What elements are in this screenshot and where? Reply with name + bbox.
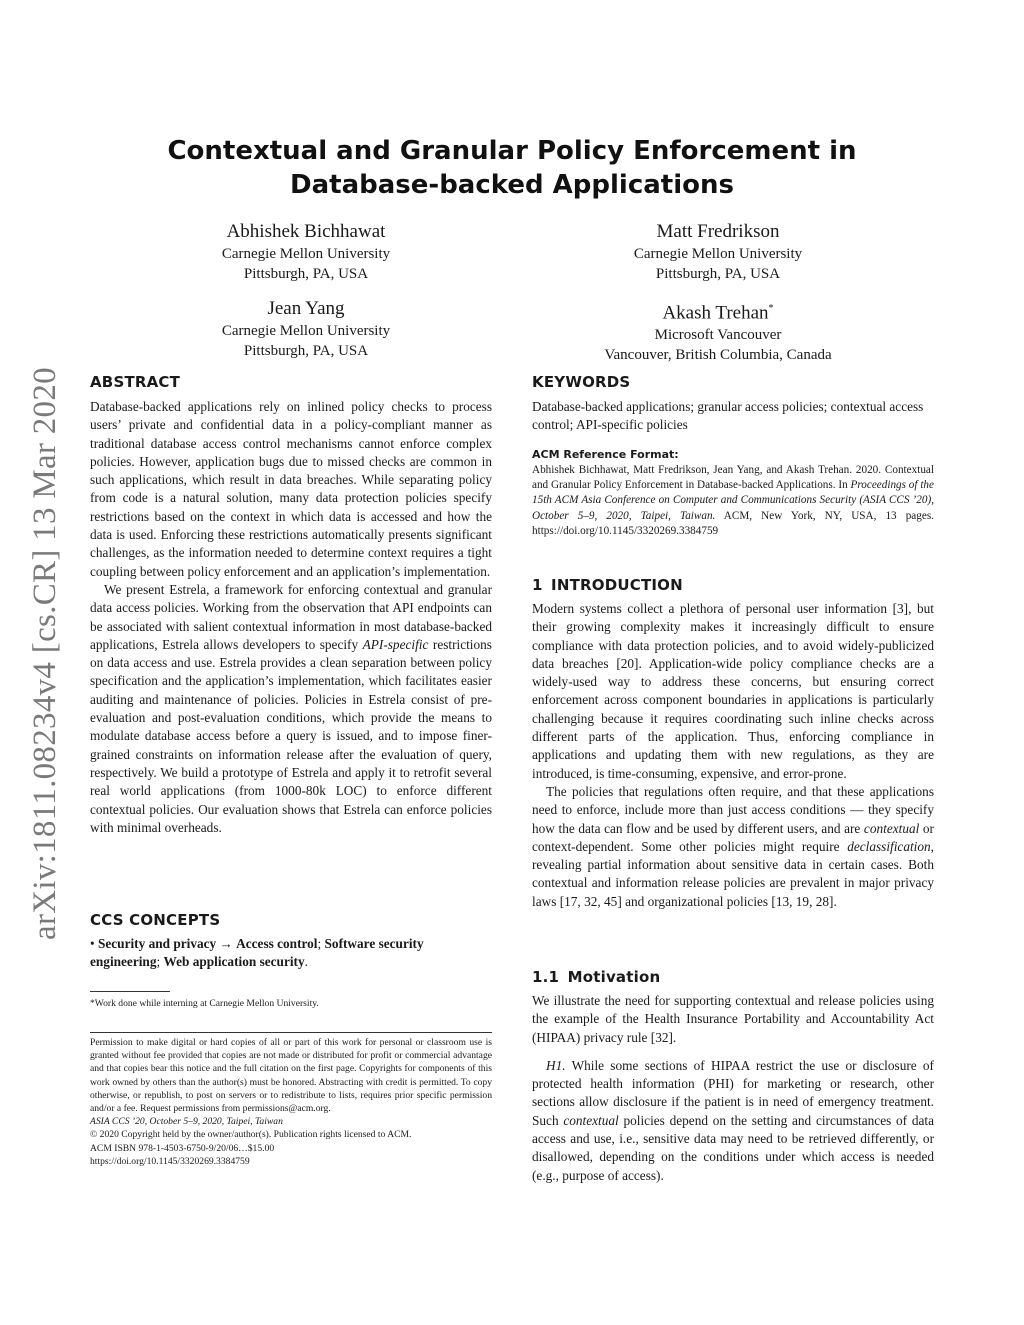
intro-paragraph-2: The policies that regulations often require, and that these applications need to enforce, include more than just access conditions — they specify how the data can flow and be used by different users, and are contextual or context-dependent. Some other policies might require declassification, revealing partial information about sensitive data in certain cases. Both contextual and information release policies are prevalent in major privacy laws [17, 32, 45] and organizational policies [13, 19, 28]. <box>532 783 934 909</box>
author-affiliation: Carnegie Mellon University <box>633 246 803 262</box>
author-location: Vancouver, British Columbia, Canada <box>604 347 832 364</box>
abstract-heading: ABSTRACT <box>90 373 181 391</box>
doi-link[interactable]: https://doi.org/10.1145/3320269.3384759 <box>90 1155 250 1167</box>
author-affiliation: Carnegie Mellon University <box>221 246 391 262</box>
intro-paragraph-1: Modern systems collect a plethora of personal user information [3], but their growing complexity makes it increasingly difficult to ensure compliance with data protection policies, and to avoid widely-publicized data breaches [20]. Application-wide policy compliance checks are a widely-used way to address these concerns, but ensuring correct enforcement across component boundaries in applications is particularly challenging because it requires coordinating such inline checks across different parts of the application. Thus, enforcing compliance in applications and updating them with new regulations, as they are introduced, is time-consuming, expensive, and error-prone. <box>532 601 934 781</box>
venue: ASIA CCS ’20, October 5–9, 2020, Taipei, Taiwan <box>90 1116 283 1128</box>
author-location: Pittsburgh, PA, USA <box>243 266 369 282</box>
author-name: Matt Fredrikson <box>656 221 780 242</box>
footnote-rule <box>90 991 170 992</box>
emphasis: Proceedings of the 15th ACM Asia Conference on Computer and Communications Security (ASIA CCS ’20), October 5–9, 2020, Taipei, Taiwan. <box>532 479 934 522</box>
motivation-paragraph-1: We illustrate the need for supporting contextual and release policies using the example of the Health Insurance Portability and Accountability Act (HIPAA) privacy rule [32]. <box>532 993 934 1045</box>
ccs-term: Web application security <box>163 954 305 970</box>
footnote: *Work done while interning at Carnegie Mellon University. <box>90 998 319 1009</box>
title-line-2: Database-backed Applications <box>290 170 734 200</box>
motivation-h1-paragraph: H1. While some sections of HIPAA restrict the use or disclosure of protected health information (PHI) for marketing or research, other sections allow disclosure if the patient is in need of emergency treatment. Such contextual policies depend on the setting and circumstances of data access and use, i.e., sensitive data may need to be retrieved differently, or disallowed, depending on the conditions under which access is needed (e.g., purpose of access). <box>532 1057 934 1183</box>
ccs-concepts: • Security and privacy → Access control; Software security engineering; Web application security. <box>90 936 424 970</box>
motivation-heading: 1.1 Motivation <box>532 968 661 986</box>
ccs-term: Security and privacy <box>97 936 217 951</box>
permission-block <box>90 1036 492 1168</box>
author-block <box>160 220 452 284</box>
abstract-body <box>90 398 492 837</box>
copyright: © 2020 Copyright held by the owner/author(s). Publication rights licensed to ACM. <box>90 1129 412 1141</box>
keywords-heading: KEYWORDS <box>532 373 631 391</box>
author-block <box>560 297 876 365</box>
author-location: Pittsburgh, PA, USA <box>243 343 369 359</box>
ccs-term: Software security engineering <box>90 936 424 970</box>
author-name: Abhishek Bichhawat <box>226 221 386 242</box>
motivation-body <box>532 992 934 1185</box>
author-name: Jean Yang <box>267 298 345 319</box>
author-block <box>572 220 864 284</box>
h1-label: H1. <box>546 1057 566 1073</box>
emphasis: declassification <box>847 838 931 854</box>
author-name: Akash Trehan* <box>662 302 774 324</box>
arxiv-stamp: arXiv:1811.08234v4 [cs.CR] 13 Mar 2020 <box>27 367 63 940</box>
keywords-text: Database-backed applications; granular access policies; contextual access control; API-specific policies <box>532 399 924 433</box>
acm-ref-heading: ACM Reference Format: <box>532 448 679 461</box>
ccs-heading: CCS CONCEPTS <box>90 911 221 929</box>
author-block <box>160 297 452 361</box>
isbn: ACM ISBN 978-1-4503-6750-9/20/06…$15.00 <box>90 1142 275 1154</box>
emphasis: contextual <box>563 1112 619 1128</box>
title-line-1: Contextual and Granular Policy Enforcement in <box>167 136 857 166</box>
abstract-paragraph-2: We present Estrela, a framework for enforcing contextual and granular data access policies. Working from the observation that API endpoints can be associated with salient contextual information in most database-backed applications, Estrela allows developers to specify API-specific restrictions on data access and use. Estrela provides a clean separation between policy specification and the application’s implementation, which facilitates easier auditing and maintenance of policies. Policies in Estrela consist of pre-evaluation and post-evaluation conditions, which provide the means to modulate database access before a query is issued, and to impose finer-grained constraints on information release after the evaluation of query, respectively. We build a prototype of Estrela and apply it to retrofit several real world applications (from 1000-80k LOC) to enforce different contextual policies. Our evaluation shows that Estrela can enforce policies with minimal overheads. <box>90 581 492 835</box>
author-affiliation: Microsoft Vancouver <box>654 327 782 344</box>
permission-text: Permission to make digital or hard copies of all or part of this work for personal or classroom use is granted without fee provided that copies are not made or distributed for profit or commercial advantage and that copies bear this notice and the full citation on the first page. Copyrights for components of this work owned by others than the author(s) must be honored. Abstracting with credit is permitted. To copy otherwise, or republish, to post on servers or to redistribute to lists, requires prior specific permission and/or a fee. Request permissions from permissions@acm.org. <box>90 1037 492 1115</box>
ccs-term: Access control <box>236 936 318 951</box>
intro-body <box>532 600 934 911</box>
intro-heading: 1 INTRODUCTION <box>532 576 683 594</box>
emphasis: contextual <box>863 820 920 836</box>
permission-rule <box>90 1032 492 1033</box>
abstract-paragraph-1: Database-backed applications rely on inlined policy checks to process users’ private and confidential data in a policy-compliant manner as traditional database access control mechanisms cannot enforce complex policies. However, application bugs due to missed checks are common in such applications, which result in data breaches. While separating policy from code is a natural solution, many data protection policies specify restrictions based on the context in which data is accessed and how the data is used. Enforcing these restrictions automatically presents significant challenges, as the information needed to determine context requires a tight coupling between policy enforcement and an application’s implementation. <box>90 399 492 579</box>
emphasis: API-specific <box>362 636 429 652</box>
paper-title <box>140 134 884 202</box>
author-affiliation: Carnegie Mellon University <box>221 323 391 339</box>
author-location: Pittsburgh, PA, USA <box>655 266 781 282</box>
author-footnote-mark: * <box>768 303 774 314</box>
acm-reference: Abhishek Bichhawat, Matt Fredrikson, Jean Yang, and Akash Trehan. 2020. Contextual and Granular Policy Enforcement in Database-backed Applications. In Proceedings of the 15th ACM Asia Conference on Computer and Communications Security (ASIA CCS ’20), October 5–9, 2020, Taipei, Taiwan. ACM, New York, NY, USA, 13 pages. https://doi.org/10.1145/3320269.3384759 <box>532 464 934 537</box>
